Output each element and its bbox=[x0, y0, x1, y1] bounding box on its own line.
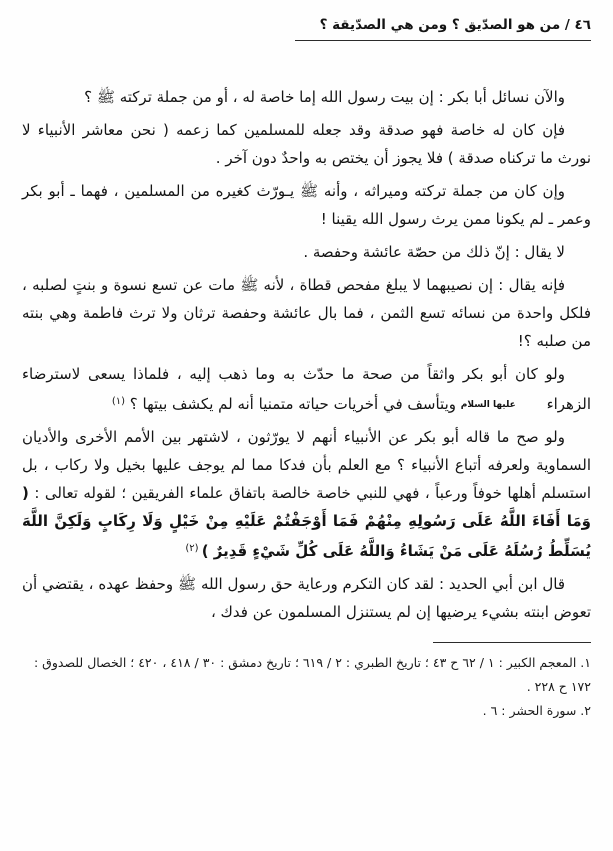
footnote-item: ٢. سورة الحشر : ٦ . bbox=[482, 703, 591, 718]
paragraph-text: ولو صح ما قاله أبو بكر عن الأنبياء أنهم لا يورّثون ، لاشتهر بين الأمم الأخرى والأديان السماوية ولعرفه أتباع الأنبياء ؟ مع العلم بأن فدكا مما لم يوجف عليها بخيل ولا ركاب ، بل استسلم أهلها خوفاً ورعباً ، فهي للنبي خاصة خالصة باتفاق علماء الفريقين ؛ لقوله تعالى : bbox=[22, 428, 591, 502]
page-header bbox=[22, 16, 591, 41]
paragraph-text: ولو كان أبو بكر واثقاً من صحة ما حدّث به وما ذهب إليه ، فلماذا يسعى لاسترضاء الزهراء bbox=[22, 365, 591, 413]
header-rule bbox=[295, 40, 591, 41]
footnotes-section bbox=[22, 642, 591, 723]
paragraph: قال ابن أبي الحديد : لقد كان التكرم ورعاية حق رسول الله ﷺ وحفظ عهده ، يقتضي أن تعوض ابنته بشيء يرضيها إن لم يستنزل المسلمون عن فدك ، bbox=[22, 575, 591, 621]
honorific-alayha-salam: عليها السلام bbox=[460, 400, 516, 410]
paragraph: والآن نسائل أبا بكر : إن بيت رسول الله إما خاصة له ، أو من جملة تركته ﷺ ؟ bbox=[84, 88, 565, 106]
footnote-marker-1: (١) bbox=[111, 396, 126, 407]
page-header-title: ٤٦ / من هو الصدّيق ؟ ومن هي الصدّيقة ؟ bbox=[319, 17, 591, 33]
page-body bbox=[22, 83, 591, 626]
paragraph: لا يقال : إنّ ذلك من حصّة عائشة وحفصة . bbox=[303, 243, 565, 261]
paragraph: فإن كان له خاصة فهو صدقة وقد جعله للمسلمين كما زعمه ( نحن معاشر الأنبياء لا نورث ما تركناه صدقة ) فلا يجوز أن يختص به واحدٌ دون آخر . bbox=[22, 121, 591, 167]
footnote-item: ١. المعجم الكبير : ١ / ٦٢ ح ٤٣ ؛ تاريخ الطبري : ٢ / ٦١٩ ؛ تاريخ دمشق : ٣٠ / ٤١٨ ، ٤٢٠ ؛ الخصال للصدوق : ١٧٢ ح ٢٢٨ . bbox=[33, 655, 591, 694]
footnote-marker-2: (٢) bbox=[185, 543, 202, 554]
paragraph-with-honorific bbox=[22, 360, 591, 418]
paragraph-text: ويتأسف في أخريات حياته متمنيا أنه لم يكشف بيتها ؟ bbox=[125, 395, 461, 413]
paragraph-with-verse bbox=[22, 423, 591, 565]
quran-verse: ( وَمَا أَفَاءَ اللَّهُ عَلَى رَسُولِهِ مِنْهُمْ فَمَا أَوْجَفْتُمْ عَلَيْهِ مِنْ خَيْلٍ وَلَا رِكَابٍ وَلَكِنَّ اللَّهَ يُسَلِّطُ رُسُلَهُ عَلَى مَنْ يَشَاءُ وَاللَّهُ عَلَى كُلِّ شَيْءٍ قَدِيرٌ ) bbox=[22, 484, 591, 560]
paragraph: فإنه يقال : إن نصيبهما لا يبلغ مفحص قطاة ، لأنه ﷺ مات عن تسع نسوة و بنتٍ لصلبه ، فلكل واحدة من نسائه تسع الثمن ، فما بال عائشة وحفصة ترثان ولا ترث فاطمة وهي بنته من صلبه ؟! bbox=[22, 276, 591, 350]
footnote-separator-rule bbox=[433, 642, 591, 643]
paragraph: وإن كان من جملة تركته وميراثه ، وأنه ﷺ يـورّث كغيره من المسلمين ، فهما ـ أبو بكر وعمر ـ لم يكونا ممن يرث رسول الله يقينا ! bbox=[22, 182, 591, 228]
